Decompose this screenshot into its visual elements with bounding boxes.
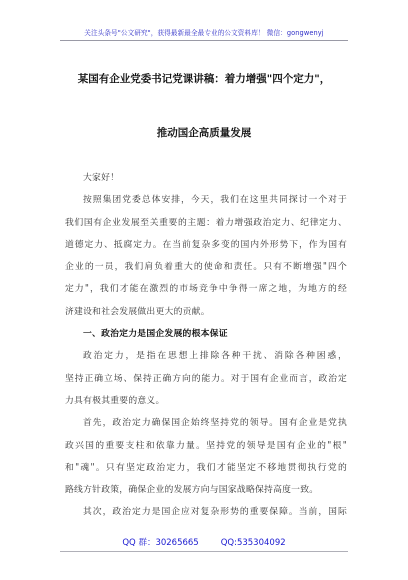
document-title-line-2: 推动国企高质量发展: [156, 127, 252, 139]
document-body: [65, 167, 347, 524]
body-line: 道德定力、抵腐定力。在当前复杂多变的国内外形势下，作为国有: [65, 239, 347, 250]
body-line: 按照集团党委总体安排，今天，我们在这里共同探讨一个对于: [83, 195, 347, 206]
footer-qq: QQ:535304092: [220, 538, 286, 548]
body-line: 其次，政治定力是国企应对复杂形势的重要保障。当前，国际: [83, 507, 347, 518]
footer-divider: [60, 551, 348, 552]
footer-qq-group: QQ 群：30265665: [122, 538, 199, 548]
body-line: 和"魂"。只有坚定政治定力，我们才能坚定不移地贯彻执行党的: [65, 462, 347, 473]
body-line: 济建设和社会发展做出更大的贡献。: [65, 306, 210, 317]
body-line: 我们国有企业发展至关重要的主题：着力增强政治定力、纪律定力、: [65, 217, 347, 228]
body-line: 力具有极其重要的意义。: [65, 395, 165, 406]
body-line: 政兴国的重要支柱和依靠力量。坚持党的领导是国有企业的"根": [65, 440, 347, 451]
body-line: 定力"，我们才能在激烈的市场竞争中争得一席之地，为地方的经: [65, 284, 347, 295]
body-line: 政治定力，是指在思想上排除各种干扰、消除各种困惑，: [83, 351, 347, 362]
document-title-line-1: 某国有企业党委书记党课讲稿：着力增强"四个定力"，: [77, 73, 331, 85]
section-heading: 一、政治定力是国企发展的根本保证: [83, 329, 228, 340]
header-banner: 关注头条号"公文研究"，获得最新最全最专业的公文资料库！ 微信：gongwenyj: [84, 29, 324, 37]
header-divider: [60, 40, 348, 41]
body-line: 路线方针政策，确保企业的发展方向与国家战略保持高度一致。: [65, 485, 319, 496]
greeting: 大家好！: [83, 173, 120, 183]
footer-contact: [0, 536, 408, 548]
body-line: 坚持正确立场、保持正确方向的能力。对于国有企业而言，政治定: [65, 373, 347, 384]
body-line: 首先，政治定力确保国企始终坚持党的领导。国有企业是党执: [83, 418, 347, 429]
body-line: 企业的一员，我们肩负着重大的使命和责任。只有不断增强"四个: [65, 262, 347, 273]
